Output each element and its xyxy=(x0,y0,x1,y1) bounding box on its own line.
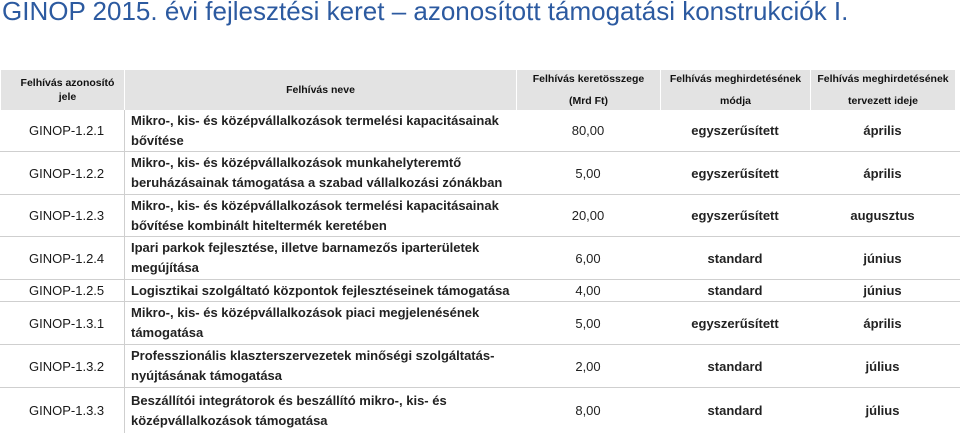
table-row xyxy=(0,110,960,152)
row-id: GINOP-1.3.1 xyxy=(29,315,105,331)
row-amount: 20,00 xyxy=(571,208,605,223)
row-name xyxy=(124,237,516,279)
row-date: június xyxy=(863,250,902,266)
row-mode: standard xyxy=(707,403,763,418)
row-id: GINOP-1.2.3 xyxy=(29,208,105,223)
row-date: április xyxy=(863,165,902,181)
header-mode-line2: módja xyxy=(720,95,751,107)
header-name xyxy=(124,70,516,110)
row-mode: standard xyxy=(707,358,763,374)
header-date-line2: tervezett ideje xyxy=(847,95,919,107)
header-date xyxy=(810,70,955,110)
row-name-line1: Logisztikai szolgáltató központok fejlesztéseinek támogatása xyxy=(131,282,510,298)
row-name xyxy=(124,345,516,387)
row-name-line2: középvállalkozások támogatása xyxy=(131,412,328,428)
row-name-line1: Beszállítói integrátorok és beszállító mikro-, kis- és xyxy=(131,392,447,408)
row-name xyxy=(124,152,516,194)
row-id: GINOP-1.2.1 xyxy=(29,123,105,138)
row-name-line1: Mikro-, kis- és középvállalkozások termelési kapacitásainak xyxy=(131,112,499,128)
table-row xyxy=(0,152,960,195)
row-amount: 5,00 xyxy=(575,165,601,181)
row-mode: egyszerűsített xyxy=(691,123,779,138)
row-name-line2: beruházásainak támogatása a szabad vállalkozási zónákban xyxy=(131,175,503,190)
table-row xyxy=(0,195,960,237)
table-row xyxy=(0,388,960,433)
row-date: július xyxy=(865,358,900,374)
row-mode: egyszerűsített xyxy=(691,208,779,223)
table-row xyxy=(0,280,960,302)
row-name-line2: megújítása xyxy=(131,260,199,275)
header-id-label: Felhívás azonosító jele xyxy=(20,77,115,103)
row-amount: 6,00 xyxy=(575,250,601,266)
row-name-line2: támogatása xyxy=(131,325,204,340)
header-date-line1: Felhívás meghirdetésének xyxy=(817,73,949,85)
row-name xyxy=(124,302,516,344)
header-mode xyxy=(660,70,810,110)
header-id xyxy=(0,70,124,110)
row-name-line2: bővítése kombinált hiteltermék keretében xyxy=(131,217,387,233)
row-amount: 2,00 xyxy=(575,358,601,374)
table-row xyxy=(0,302,960,345)
row-name-line1: Mikro-, kis- és középvállalkozások piaci megjelenésének xyxy=(131,305,480,320)
table-row xyxy=(0,237,960,280)
row-amount: 5,00 xyxy=(575,315,601,331)
row-id: GINOP-1.2.4 xyxy=(29,250,105,266)
row-mode: standard xyxy=(707,250,763,266)
row-date: augusztus xyxy=(850,208,915,223)
row-name-line1: Mikro-, kis- és középvállalkozások termelési kapacitásainak xyxy=(131,197,499,213)
row-name xyxy=(124,110,516,151)
row-date: április xyxy=(863,315,902,331)
row-mode: standard xyxy=(707,283,763,298)
row-id: GINOP-1.3.3 xyxy=(29,403,105,418)
row-name xyxy=(124,195,516,236)
row-date: április xyxy=(863,123,902,138)
row-name xyxy=(124,388,516,433)
row-amount: 4,00 xyxy=(575,283,601,298)
row-id: GINOP-1.2.5 xyxy=(29,283,105,298)
header-mode-line1: Felhívás meghirdetésének xyxy=(669,73,802,85)
row-name-line2: nyújtásának támogatása xyxy=(131,368,283,383)
header-amount-line2: (Mrd Ft) xyxy=(568,95,609,107)
row-id: GINOP-1.2.2 xyxy=(29,165,105,181)
row-name-line1: Professzionális klaszterszervezetek minőségi szolgáltatás- xyxy=(131,348,495,363)
row-name-line1: Ipari parkok fejlesztése, illetve barnamezős iparterületek xyxy=(131,240,480,255)
row-name-line2: bővítése xyxy=(131,132,184,148)
table-row xyxy=(0,345,960,388)
header-name-label: Felhívás neve xyxy=(286,84,355,96)
row-date: június xyxy=(863,283,902,298)
row-amount: 8,00 xyxy=(575,403,601,418)
row-name-line1: Mikro-, kis- és középvállalkozások munkahelyteremtő xyxy=(131,155,462,170)
row-date: július xyxy=(865,403,900,418)
row-mode: egyszerűsített xyxy=(691,165,779,181)
row-mode: egyszerűsített xyxy=(691,315,779,331)
header-amount-line1: Felhívás keretösszege xyxy=(532,73,645,85)
constructions-table xyxy=(0,70,960,433)
row-amount: 80,00 xyxy=(571,123,605,138)
row-id: GINOP-1.3.2 xyxy=(29,358,105,374)
row-name xyxy=(124,280,516,301)
page-title: GINOP 2015. évi fejlesztési keret – azonosított támogatási konstrukciók I. xyxy=(2,0,849,26)
header-amount xyxy=(516,70,660,110)
